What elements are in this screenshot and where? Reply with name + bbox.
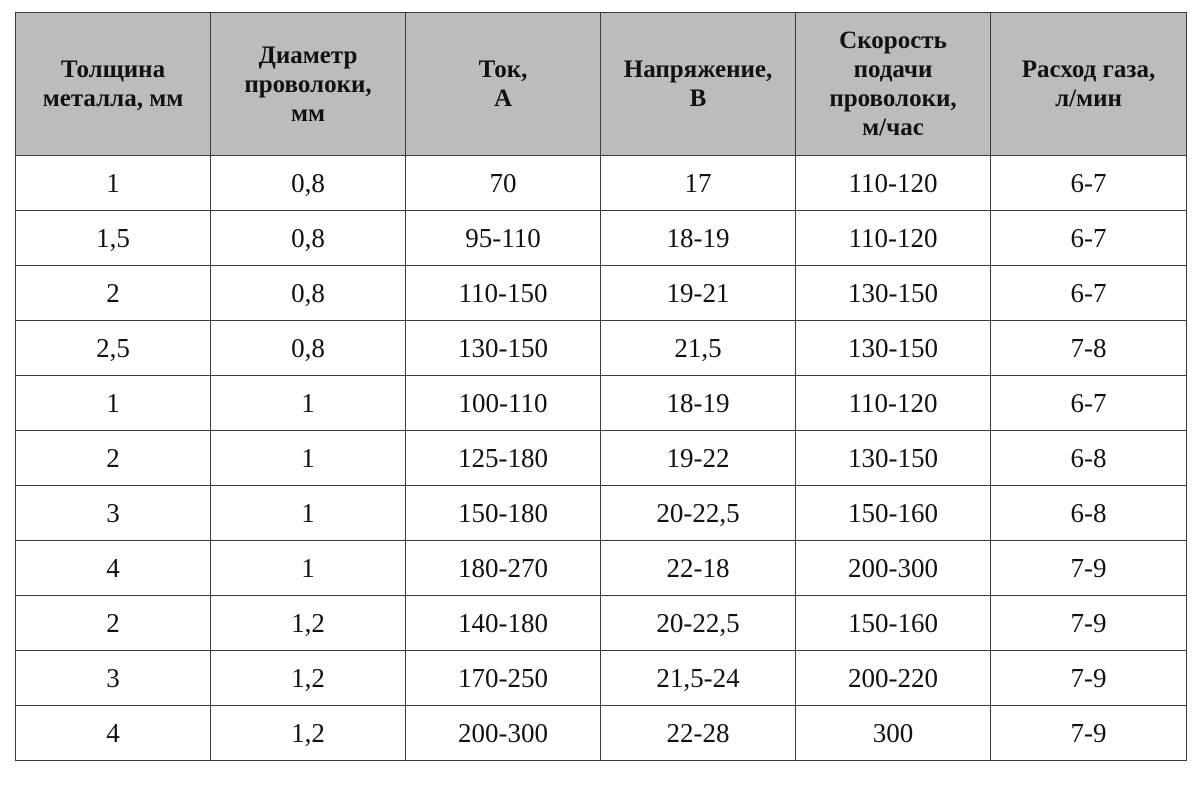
cell-voltage: 22-18 [601,541,796,596]
cell-gas-flow: 6-7 [991,266,1187,321]
cell-wire-feed-speed: 200-220 [796,651,991,706]
cell-gas-flow: 7-9 [991,706,1187,761]
table-row [16,596,1187,651]
cell-voltage: 18-19 [601,376,796,431]
cell-current: 70 [406,156,601,211]
cell-voltage: 20-22,5 [601,596,796,651]
cell-metal-thickness: 4 [16,706,211,761]
cell-voltage: 17 [601,156,796,211]
header-metal-thickness: Толщина металла, мм [16,13,211,156]
table-row [16,376,1187,431]
cell-wire-diameter: 0,8 [211,266,406,321]
table-row [16,486,1187,541]
cell-metal-thickness: 3 [16,486,211,541]
cell-wire-diameter: 1,2 [211,651,406,706]
table-row [16,321,1187,376]
cell-voltage: 22-28 [601,706,796,761]
header-wire-diameter: Диаметр проволоки, мм [211,13,406,156]
cell-wire-feed-speed: 130-150 [796,431,991,486]
cell-current: 95-110 [406,211,601,266]
cell-gas-flow: 6-7 [991,211,1187,266]
cell-gas-flow: 7-9 [991,651,1187,706]
cell-wire-diameter: 1 [211,486,406,541]
cell-metal-thickness: 1,5 [16,211,211,266]
cell-current: 180-270 [406,541,601,596]
cell-current: 200-300 [406,706,601,761]
cell-gas-flow: 6-7 [991,376,1187,431]
cell-voltage: 18-19 [601,211,796,266]
table-row [16,431,1187,486]
cell-wire-feed-speed: 110-120 [796,156,991,211]
cell-wire-diameter: 1,2 [211,706,406,761]
cell-wire-diameter: 0,8 [211,156,406,211]
cell-voltage: 21,5-24 [601,651,796,706]
cell-gas-flow: 6-8 [991,431,1187,486]
cell-gas-flow: 6-7 [991,156,1187,211]
table-row [16,211,1187,266]
cell-gas-flow: 6-8 [991,486,1187,541]
cell-wire-feed-speed: 200-300 [796,541,991,596]
table-row [16,266,1187,321]
cell-wire-feed-speed: 110-120 [796,376,991,431]
cell-metal-thickness: 4 [16,541,211,596]
cell-wire-feed-speed: 300 [796,706,991,761]
cell-current: 150-180 [406,486,601,541]
cell-metal-thickness: 3 [16,651,211,706]
table-row [16,651,1187,706]
table-row [16,706,1187,761]
header-row [16,13,1187,156]
cell-gas-flow: 7-8 [991,321,1187,376]
cell-wire-diameter: 1,2 [211,596,406,651]
cell-metal-thickness: 1 [16,156,211,211]
cell-wire-feed-speed: 130-150 [796,321,991,376]
table-row [16,541,1187,596]
cell-wire-diameter: 1 [211,376,406,431]
table-header [16,13,1187,156]
cell-voltage: 19-21 [601,266,796,321]
header-voltage: Напряжение, В [601,13,796,156]
cell-wire-feed-speed: 110-120 [796,211,991,266]
header-gas-flow: Расход газа, л/мин [991,13,1187,156]
cell-voltage: 19-22 [601,431,796,486]
cell-voltage: 21,5 [601,321,796,376]
cell-wire-feed-speed: 150-160 [796,596,991,651]
cell-metal-thickness: 2 [16,266,211,321]
cell-metal-thickness: 2 [16,596,211,651]
table-row [16,156,1187,211]
cell-current: 100-110 [406,376,601,431]
cell-gas-flow: 7-9 [991,541,1187,596]
cell-wire-diameter: 0,8 [211,211,406,266]
cell-metal-thickness: 2 [16,431,211,486]
table-body [16,156,1187,761]
welding-parameters-table [15,12,1187,761]
cell-current: 110-150 [406,266,601,321]
cell-metal-thickness: 2,5 [16,321,211,376]
cell-gas-flow: 7-9 [991,596,1187,651]
cell-current: 130-150 [406,321,601,376]
cell-current: 140-180 [406,596,601,651]
cell-wire-diameter: 1 [211,541,406,596]
cell-wire-feed-speed: 130-150 [796,266,991,321]
cell-current: 170-250 [406,651,601,706]
cell-wire-diameter: 1 [211,431,406,486]
cell-wire-feed-speed: 150-160 [796,486,991,541]
cell-current: 125-180 [406,431,601,486]
cell-voltage: 20-22,5 [601,486,796,541]
cell-wire-diameter: 0,8 [211,321,406,376]
header-current: Ток, А [406,13,601,156]
cell-metal-thickness: 1 [16,376,211,431]
header-wire-feed-speed: Скорость подачи проволоки, м/час [796,13,991,156]
